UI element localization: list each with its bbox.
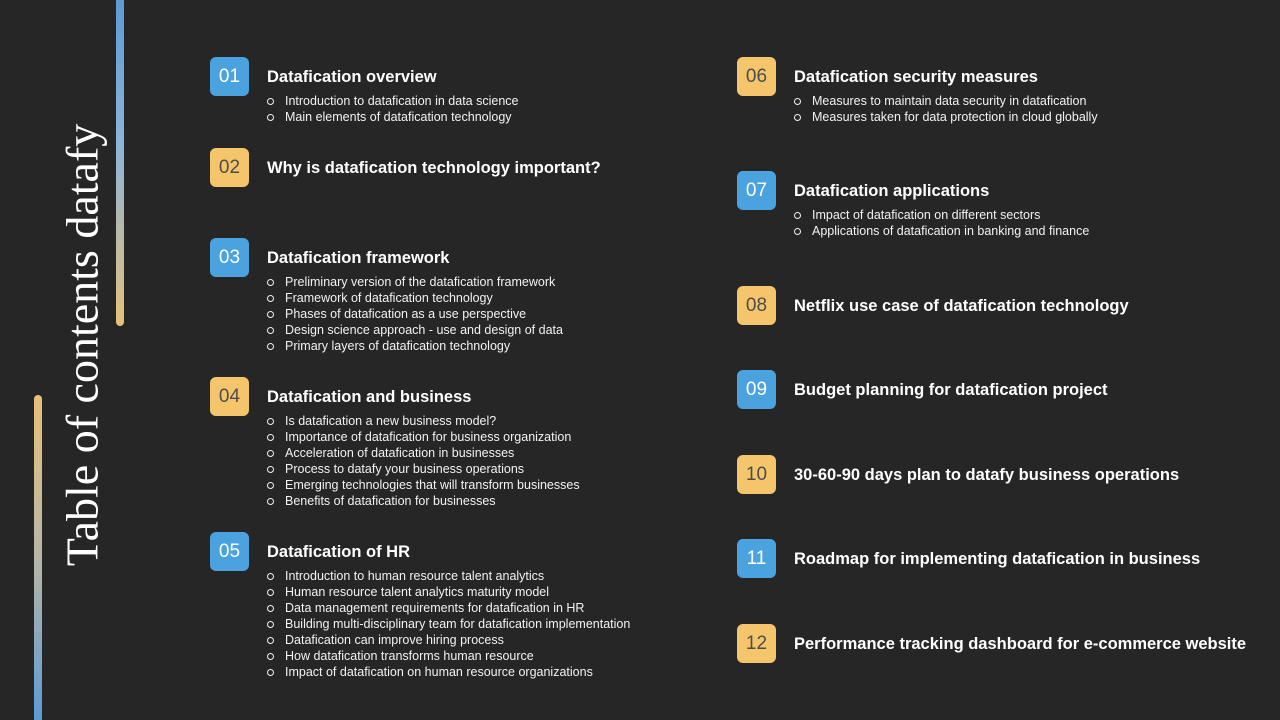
list-item-text: Impact of datafication on different sectors <box>812 208 1041 222</box>
list-item-text: Main elements of datafication technology <box>285 110 512 124</box>
circle-bullet-icon <box>267 434 274 441</box>
list-item-text: Design science approach - use and design of data <box>285 323 563 337</box>
circle-bullet-icon <box>267 637 274 644</box>
list-item-text: Measures to maintain data security in datafication <box>812 94 1087 108</box>
circle-bullet-icon <box>794 212 801 219</box>
circle-bullet-icon <box>267 573 274 580</box>
number-badge: 06 <box>737 57 776 96</box>
section-heading: Datafication overview <box>267 68 437 86</box>
list-item-text: Benefits of datafication for businesses <box>285 494 496 508</box>
list-item <box>267 290 563 306</box>
section-heading: 30-60-90 days plan to datafy business operations <box>794 466 1180 484</box>
section-heading: Why is datafication technology important? <box>267 159 601 177</box>
number-badge: 12 <box>737 624 776 663</box>
circle-bullet-icon <box>267 482 274 489</box>
section-heading: Datafication and business <box>267 388 472 406</box>
list-item-text: Applications of datafication in banking and finance <box>812 224 1090 238</box>
list-item-text: Acceleration of datafication in businesses <box>285 446 515 460</box>
section-heading: Datafication framework <box>267 249 450 267</box>
list-item <box>267 93 518 109</box>
number-badge: 04 <box>210 377 249 416</box>
bullet-list <box>267 274 563 354</box>
list-item <box>267 274 563 290</box>
section-heading: Datafication of HR <box>267 543 411 561</box>
circle-bullet-icon <box>267 279 274 286</box>
list-item <box>267 664 630 680</box>
circle-bullet-icon <box>267 589 274 596</box>
list-item <box>267 413 580 429</box>
list-item-text: Impact of datafication on human resource organizations <box>285 665 593 679</box>
bullet-list <box>267 93 518 125</box>
circle-bullet-icon <box>267 669 274 676</box>
list-item-text: Datafication can improve hiring process <box>285 633 504 647</box>
list-item-text: Process to datafy your business operations <box>285 462 525 476</box>
list-item-text: How datafication transforms human resource <box>285 649 534 663</box>
bullet-list <box>267 413 580 509</box>
circle-bullet-icon <box>267 98 274 105</box>
section-heading: Roadmap for implementing datafication in business <box>794 550 1201 568</box>
bullet-list <box>267 568 630 680</box>
list-item-text: Introduction to datafication in data science <box>285 94 519 108</box>
list-item-text: Measures taken for data protection in cloud globally <box>812 110 1098 124</box>
section-heading: Datafication applications <box>794 182 990 200</box>
section-heading: Netflix use case of datafication technology <box>794 297 1129 315</box>
list-item <box>267 306 563 322</box>
list-item <box>267 338 563 354</box>
number-badge: 08 <box>737 286 776 325</box>
list-item <box>267 109 518 125</box>
circle-bullet-icon <box>267 621 274 628</box>
list-item-text: Is datafication a new business model? <box>285 414 497 428</box>
section-heading: Datafication security measures <box>794 68 1038 86</box>
list-item-text: Importance of datafication for business organization <box>285 430 572 444</box>
list-item-text: Building multi-disciplinary team for datafication implementation <box>285 617 631 631</box>
list-item-text: Framework of datafication technology <box>285 291 493 305</box>
list-item <box>794 109 1098 125</box>
list-item <box>267 429 580 445</box>
section-heading: Performance tracking dashboard for e-commerce website <box>794 635 1247 653</box>
list-item-text: Primary layers of datafication technology <box>285 339 511 353</box>
list-item-text: Emerging technologies that will transform businesses <box>285 478 580 492</box>
page-title: Table of contents datafy <box>56 123 108 567</box>
list-item <box>267 648 630 664</box>
circle-bullet-icon <box>267 605 274 612</box>
circle-bullet-icon <box>267 114 274 121</box>
circle-bullet-icon <box>267 498 274 505</box>
list-item <box>267 322 563 338</box>
circle-bullet-icon <box>267 450 274 457</box>
circle-bullet-icon <box>794 114 801 121</box>
circle-bullet-icon <box>267 327 274 334</box>
list-item-text: Preliminary version of the datafication framework <box>285 275 556 289</box>
circle-bullet-icon <box>267 311 274 318</box>
circle-bullet-icon <box>267 295 274 302</box>
list-item <box>267 493 580 509</box>
list-item-text: Data management requirements for datafication in HR <box>285 601 585 615</box>
number-badge: 03 <box>210 238 249 277</box>
list-item <box>267 461 580 477</box>
bullet-list <box>794 93 1098 125</box>
list-item-text: Human resource talent analytics maturity model <box>285 585 550 599</box>
list-item <box>267 568 630 584</box>
accent-bar-bottom <box>34 395 42 720</box>
circle-bullet-icon <box>794 228 801 235</box>
list-item-text: Phases of datafication as a use perspective <box>285 307 527 321</box>
circle-bullet-icon <box>267 418 274 425</box>
list-item <box>267 616 630 632</box>
number-badge: 05 <box>210 532 249 571</box>
list-item <box>794 207 1089 223</box>
circle-bullet-icon <box>267 653 274 660</box>
list-item <box>267 445 580 461</box>
number-badge: 07 <box>737 171 776 210</box>
number-badge: 11 <box>737 539 776 578</box>
list-item <box>267 477 580 493</box>
bullet-list <box>794 207 1089 239</box>
circle-bullet-icon <box>794 98 801 105</box>
section-heading: Budget planning for datafication project <box>794 381 1108 399</box>
accent-bar-top <box>116 0 124 326</box>
list-item <box>794 93 1098 109</box>
list-item <box>267 632 630 648</box>
number-badge: 09 <box>737 370 776 409</box>
number-badge: 02 <box>210 148 249 187</box>
number-badge: 10 <box>737 455 776 494</box>
number-badge: 01 <box>210 57 249 96</box>
list-item <box>794 223 1089 239</box>
list-item-text: Introduction to human resource talent analytics <box>285 569 545 583</box>
circle-bullet-icon <box>267 343 274 350</box>
list-item <box>267 584 630 600</box>
list-item <box>267 600 630 616</box>
circle-bullet-icon <box>267 466 274 473</box>
